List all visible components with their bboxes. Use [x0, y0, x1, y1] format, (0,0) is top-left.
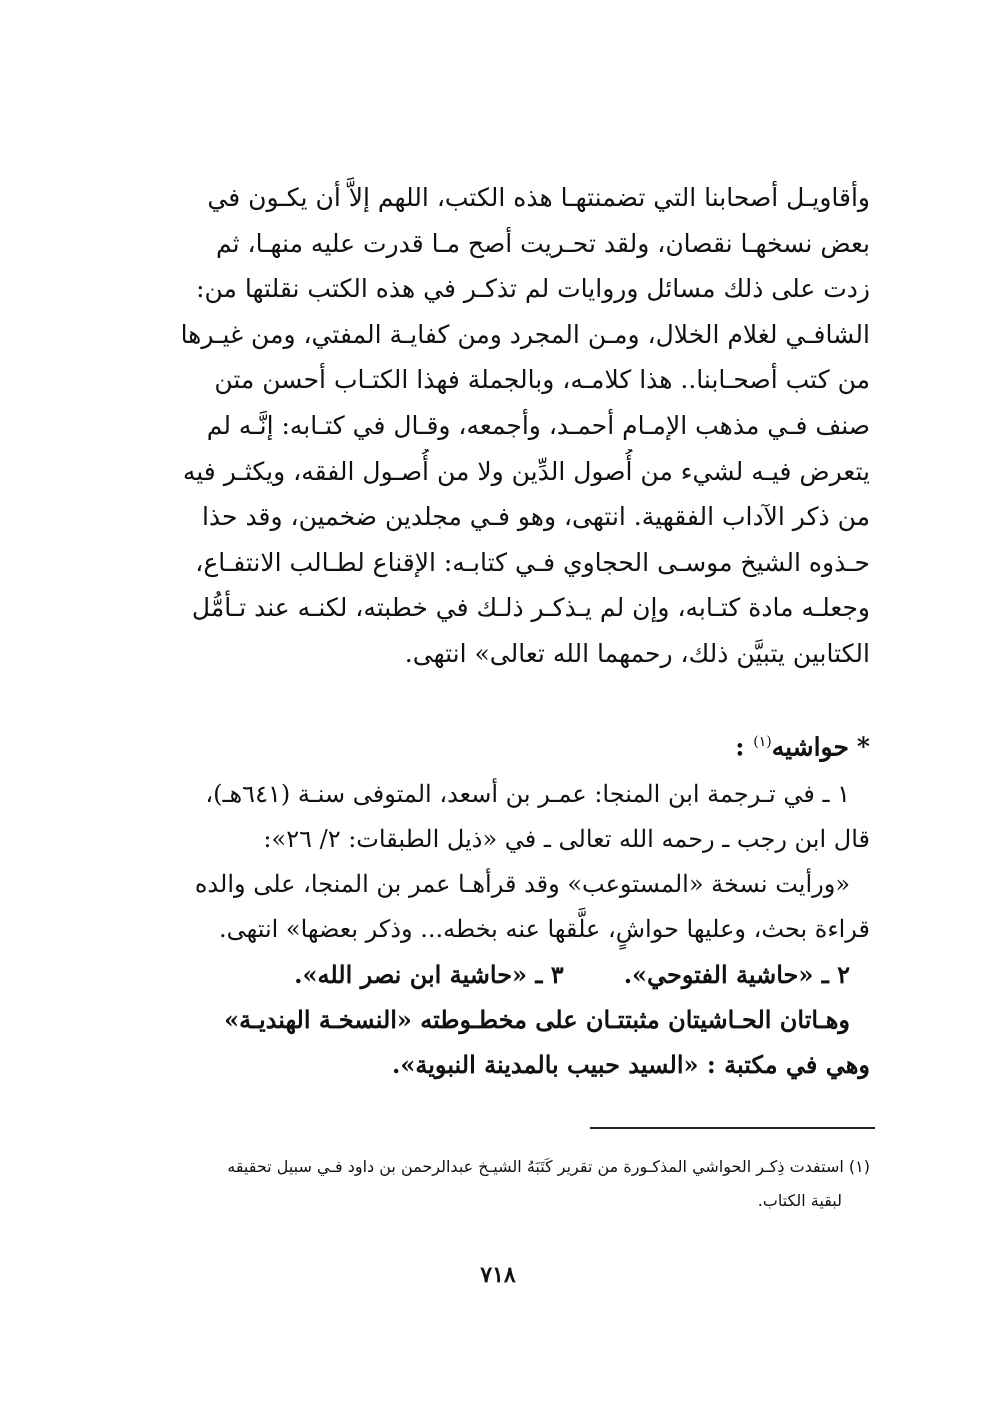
body-line-2: بعض نسخهـا نقصان، ولقد تحـريت أصح مـا قدرت عليه منهـا، ثم: [215, 228, 870, 258]
body-line-11: الكتابين يتبيَّن ذلك، رحمهما الله تعالى» انتهى.: [404, 638, 870, 668]
body-line-8: من ذكر الآداب الفقهية. انتهى، وهو فـي مجلدين ضخمين، وقد حذا: [201, 502, 870, 532]
page-number: ٧١٨: [480, 1262, 516, 1288]
body-line-10: وجعلـه مادة كتـابه، وإن لم يـذكـر ذلـك في خطبته، لكنـه عند تـأمُّل: [191, 593, 870, 623]
body-line-6: صنف فـي مذهب الإمـام أحمـد، وأجمعه، وقـال في كتـابه: إنَّـه لم: [206, 410, 870, 440]
star-icon: *: [856, 732, 870, 762]
section-heading: [160, 720, 870, 769]
footnote: [160, 1150, 870, 1218]
body-line-3: زدت على ذلك مسائل وروايات لم تذكـر في هذه الكتب نقلتها من:: [196, 274, 870, 304]
quote-line-2: قراءة بحث، وعليها حواشٍ، علَّقها عنه بخطه... وذكر بعضها» انتهى.: [219, 915, 870, 943]
note-line-2: وهي في مكتبة : «السيد حبيب بالمدينة النبوية».: [392, 1050, 870, 1079]
body-paragraph: [160, 175, 870, 677]
list-item-2: ٢ ـ «حاشية الفتوحي».: [623, 960, 850, 989]
body-line-7: يتعرض فيـه لشيء من أُصول الدِّين ولا من أُصـول الفقه، ويكثـر فيه: [182, 456, 870, 486]
list-item-1-line-1: ١ ـ في تـرجمة ابن المنجا: عمـر بن أسعد، المتوفى سنـة (٦٤١هـ)،: [205, 780, 850, 808]
body-line-5: من كتب أصحـابنا.. هذا كلامـه، وبالجملة فهذا الكتـاب أحسن متن: [214, 365, 870, 395]
footnote-divider: [590, 1127, 875, 1129]
note-line-1: وهـاتان الحـاشيتان مثبتتـان على مخطـوطته «النسخـة الهنديـة»: [224, 1005, 850, 1034]
footnote-reference: (١): [753, 734, 772, 750]
hawashi-list: [160, 772, 870, 1087]
list-item-1-line-2: قال ابن رجب ـ رحمه الله تعالى ـ في «ذيل الطبقات: ٢/ ٢٦»:: [263, 825, 870, 853]
footnote-line-2: لبقية الكتاب.: [757, 1191, 842, 1210]
list-item-3: ٣ ـ «حاشية ابن نصر الله».: [294, 960, 564, 989]
body-line-1: وأقاويـل أصحابنا التي تضمنتهـا هذه الكتب، اللهم إلاَّ أن يكـون في: [207, 183, 870, 212]
footnote-line-1: (١) استفدت ذِكـر الحواشي المذكـورة من تقرير كَتَبَهُ الشيـخ عبدالرحمن بن داود فـي سبيل تحقيقه: [227, 1157, 870, 1176]
quote-line-1: «ورأيت نسخة «المستوعب» وقد قرأهـا عمر بن المنجا، على والده: [194, 870, 850, 898]
list-items-2-3: [160, 952, 870, 997]
body-line-4: الشافـي لغلام الخلال، ومـن المجرد ومن كفايـة المفتي، ومن غيـرها: [180, 319, 870, 349]
section-title: حواشيه: [771, 732, 849, 762]
heading-colon: :: [735, 732, 745, 762]
body-line-9: حـذوه الشيخ موسـى الحجاوي فـي كتابـه: الإقناع لطـالب الانتفـاع،: [195, 547, 870, 577]
